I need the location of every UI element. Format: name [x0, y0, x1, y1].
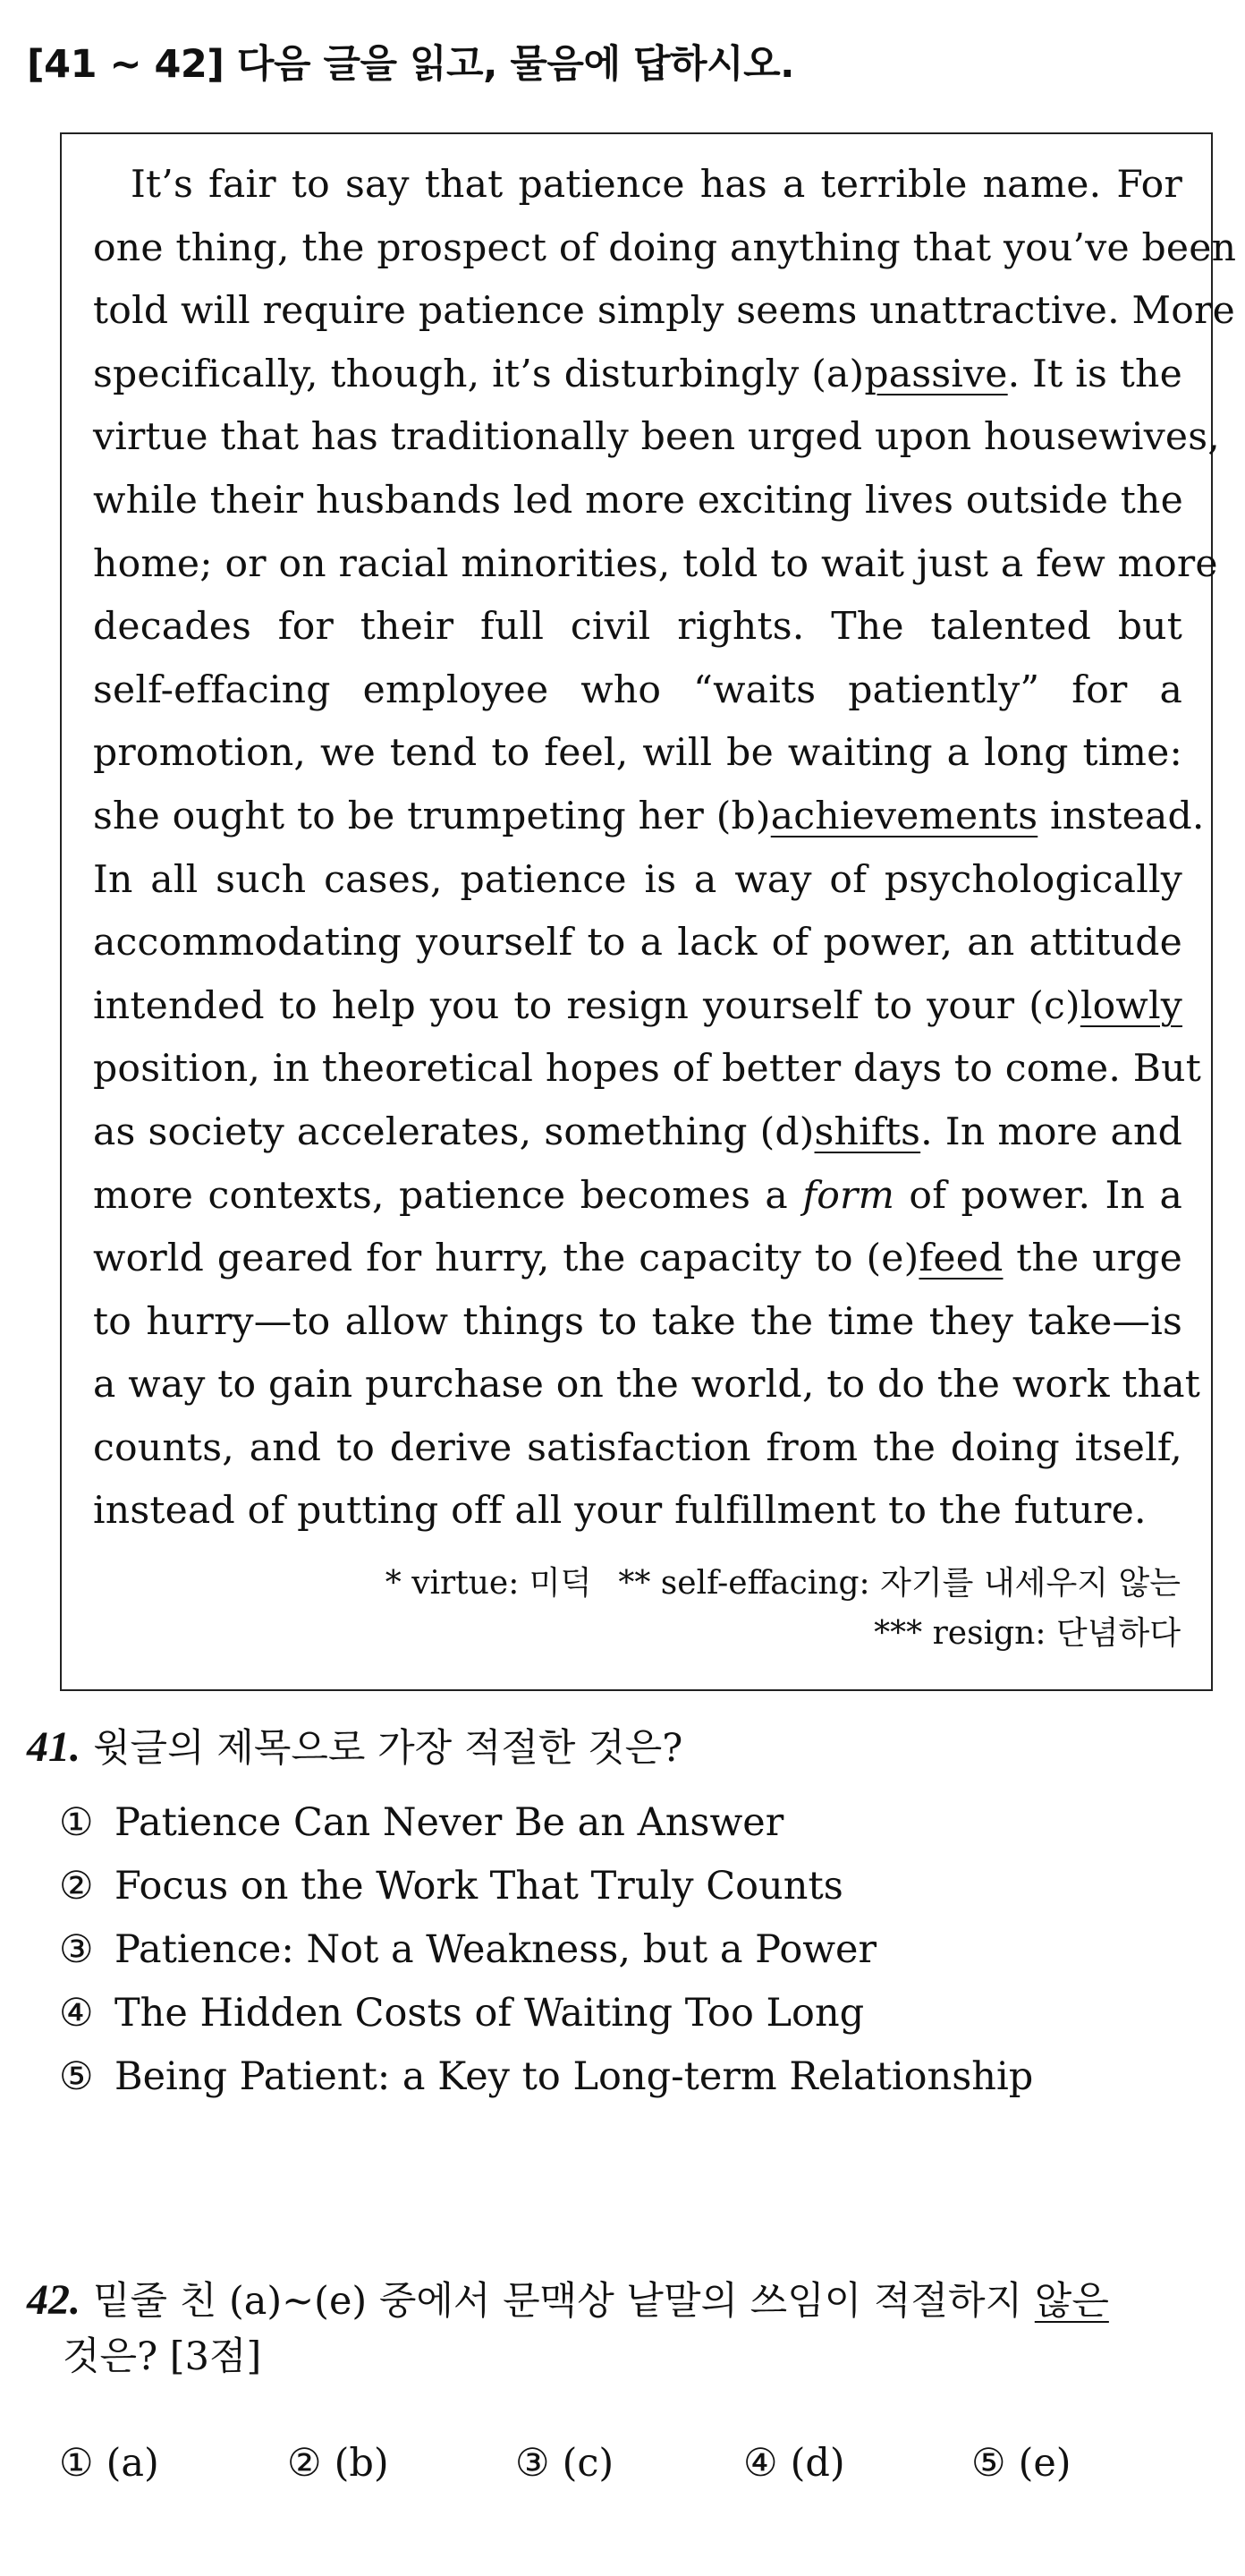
passage-line — [93, 1101, 1182, 1165]
underlined-word: feed — [919, 1237, 1004, 1281]
passage-text-run: home; or on racial minorities, told to wait just a few more — [93, 541, 1218, 586]
passage-text-run: told will require patience simply seems unattractive. More — [93, 289, 1235, 334]
passage-line — [93, 470, 1182, 533]
passage-line — [93, 1480, 1182, 1543]
passage-text-run: In all such cases, patience is a way of psychologically — [93, 857, 1182, 902]
question-42 — [27, 2273, 1109, 2385]
footnote-resign: *** resign: 단념하다 — [874, 1615, 1181, 1652]
option-number: ① — [59, 2441, 94, 2486]
question-number: 41. — [27, 1723, 80, 1771]
passage-line — [93, 1038, 1202, 1101]
question-stem: 밑줄 친 (a)~(e) 중에서 문맥상 낱말의 쓰임이 적절하지 — [93, 2279, 1035, 2324]
passage-text-run: accommodating yourself to a lack of power, an attitude — [93, 921, 1182, 965]
passage-text-run: as society accelerates, something (d) — [93, 1109, 815, 1154]
question-stem-underlined: 않은 — [1034, 2279, 1109, 2324]
passage-text-run: the urge — [1003, 1237, 1183, 1281]
q41-options — [59, 1791, 1033, 2109]
passage-line — [93, 786, 1205, 849]
option-text: (c) — [562, 2441, 614, 2486]
passage-line — [93, 1291, 1182, 1355]
underlined-word: lowly — [1080, 983, 1182, 1028]
passage-line — [93, 406, 1220, 470]
passage-text-run: counts, and to derive satisfaction from the doing itself, — [93, 1425, 1182, 1470]
passage-line — [93, 1354, 1201, 1417]
passage-text-run: . In more and — [920, 1109, 1183, 1154]
option-text: Focus on the Work That Truly Counts — [114, 1864, 843, 1909]
passage-text — [93, 154, 1237, 1543]
passage-text-run: promotion, we tend to feel, will be waiting a long time: — [93, 731, 1182, 776]
question-number: 42. — [27, 2276, 80, 2324]
passage-line — [93, 154, 1182, 217]
option-text: Being Patient: a Key to Long-term Relationship — [114, 2054, 1034, 2099]
option-text: (d) — [790, 2441, 845, 2486]
question-stem-cont: 것은? [3점] — [63, 2334, 262, 2379]
passage-text-run: It’s fair to say that patience has a terrible name. For — [131, 163, 1182, 207]
option-text: (b) — [334, 2441, 389, 2486]
passage-text-run: instead. — [1038, 794, 1205, 838]
footnote-virtue: * virtue: 미덕 — [385, 1565, 592, 1602]
italic-word: form — [802, 1173, 895, 1218]
passage-text-run: self-effacing employee who “waits patiently” for a — [93, 667, 1182, 712]
passage-text-run: one thing, the prospect of doing anything that you’ve been — [93, 225, 1237, 270]
underlined-word: achievements — [770, 794, 1038, 838]
passage-text-run: instead of putting off all your fulfillment to the future. — [93, 1489, 1147, 1534]
option-number: ① — [59, 1800, 94, 1845]
footnote-self-effacing: ** self-effacing: 자기를 내세우지 않는 — [618, 1565, 1181, 1602]
answer-option[interactable] — [59, 1918, 1033, 1982]
passage-text-run: more contexts, patience becomes a — [93, 1173, 803, 1218]
option-text: (a) — [106, 2441, 159, 2486]
passage-text-run: intended to help you to resign yourself to your (c) — [93, 983, 1080, 1028]
passage-text-run: decades for their full civil rights. The talented but — [93, 605, 1182, 650]
option-text: Patience Can Never Be an Answer — [114, 1800, 784, 1845]
passage-line — [93, 280, 1235, 344]
passage-line — [93, 1165, 1182, 1228]
passage-text-run: she ought to be trumpeting her (b) — [93, 794, 771, 838]
option-number: ⑤ — [59, 2054, 94, 2099]
passage-line — [93, 849, 1182, 913]
passage-line — [93, 1417, 1182, 1481]
answer-option[interactable] — [971, 2441, 1071, 2486]
answer-option[interactable] — [59, 1791, 1033, 1855]
option-number: ④ — [59, 1991, 94, 2036]
answer-option[interactable] — [59, 2441, 159, 2486]
passage-line — [93, 912, 1182, 975]
option-text: (e) — [1018, 2441, 1071, 2486]
underlined-word: passive — [864, 352, 1008, 396]
passage-text-run: specifically, though, it’s disturbingly (a) — [93, 352, 865, 396]
passage-text-run: to hurry—to allow things to take the time they take—is — [93, 1299, 1182, 1344]
answer-option[interactable] — [743, 2441, 845, 2486]
question-stem: 윗글의 제목으로 가장 적절한 것은? — [93, 1726, 683, 1771]
section-header: [41 ~ 42] 다음 글을 읽고, 물음에 답하시오. — [27, 42, 794, 87]
question-41 — [27, 1718, 682, 1773]
option-number: ③ — [515, 2441, 550, 2486]
option-number: ② — [59, 1864, 94, 1909]
passage-line — [93, 659, 1182, 723]
underlined-word: shifts — [814, 1109, 921, 1154]
footnotes — [385, 1559, 1181, 1659]
passage-text-run: of power. In a — [894, 1173, 1182, 1218]
option-number: ② — [287, 2441, 322, 2486]
passage-line — [93, 596, 1182, 659]
answer-option[interactable] — [59, 1982, 1033, 2045]
passage-line — [93, 975, 1182, 1039]
footnote-line-1 — [385, 1559, 1181, 1609]
option-number: ④ — [743, 2441, 778, 2486]
passage-text-run: . It is the — [1007, 352, 1182, 396]
answer-option[interactable] — [59, 2045, 1033, 2109]
passage-text-run: while their husbands led more exciting lives outside the — [93, 478, 1183, 523]
answer-option[interactable] — [287, 2441, 389, 2486]
passage-line — [93, 344, 1182, 407]
passage-text-run: position, in theoretical hopes of better days to come. But — [93, 1047, 1202, 1092]
answer-option[interactable] — [515, 2441, 614, 2486]
option-number: ③ — [59, 1927, 94, 1972]
option-number: ⑤ — [971, 2441, 1006, 2486]
passage-line — [93, 217, 1237, 281]
option-text: Patience: Not a Weakness, but a Power — [114, 1927, 877, 1972]
passage-box — [60, 132, 1237, 1691]
passage-text-run: world geared for hurry, the capacity to (e) — [93, 1237, 919, 1281]
footnote-line-2 — [385, 1609, 1181, 1659]
passage-text-run: a way to gain purchase on the world, to do the work that — [93, 1363, 1201, 1407]
passage-line — [93, 722, 1182, 786]
passage-line — [93, 1228, 1182, 1291]
passage-text-run: virtue that has traditionally been urged upon housewives, — [93, 415, 1220, 460]
passage-line — [93, 533, 1218, 597]
answer-option[interactable] — [59, 1855, 1033, 1918]
option-text: The Hidden Costs of Waiting Too Long — [114, 1991, 865, 2036]
